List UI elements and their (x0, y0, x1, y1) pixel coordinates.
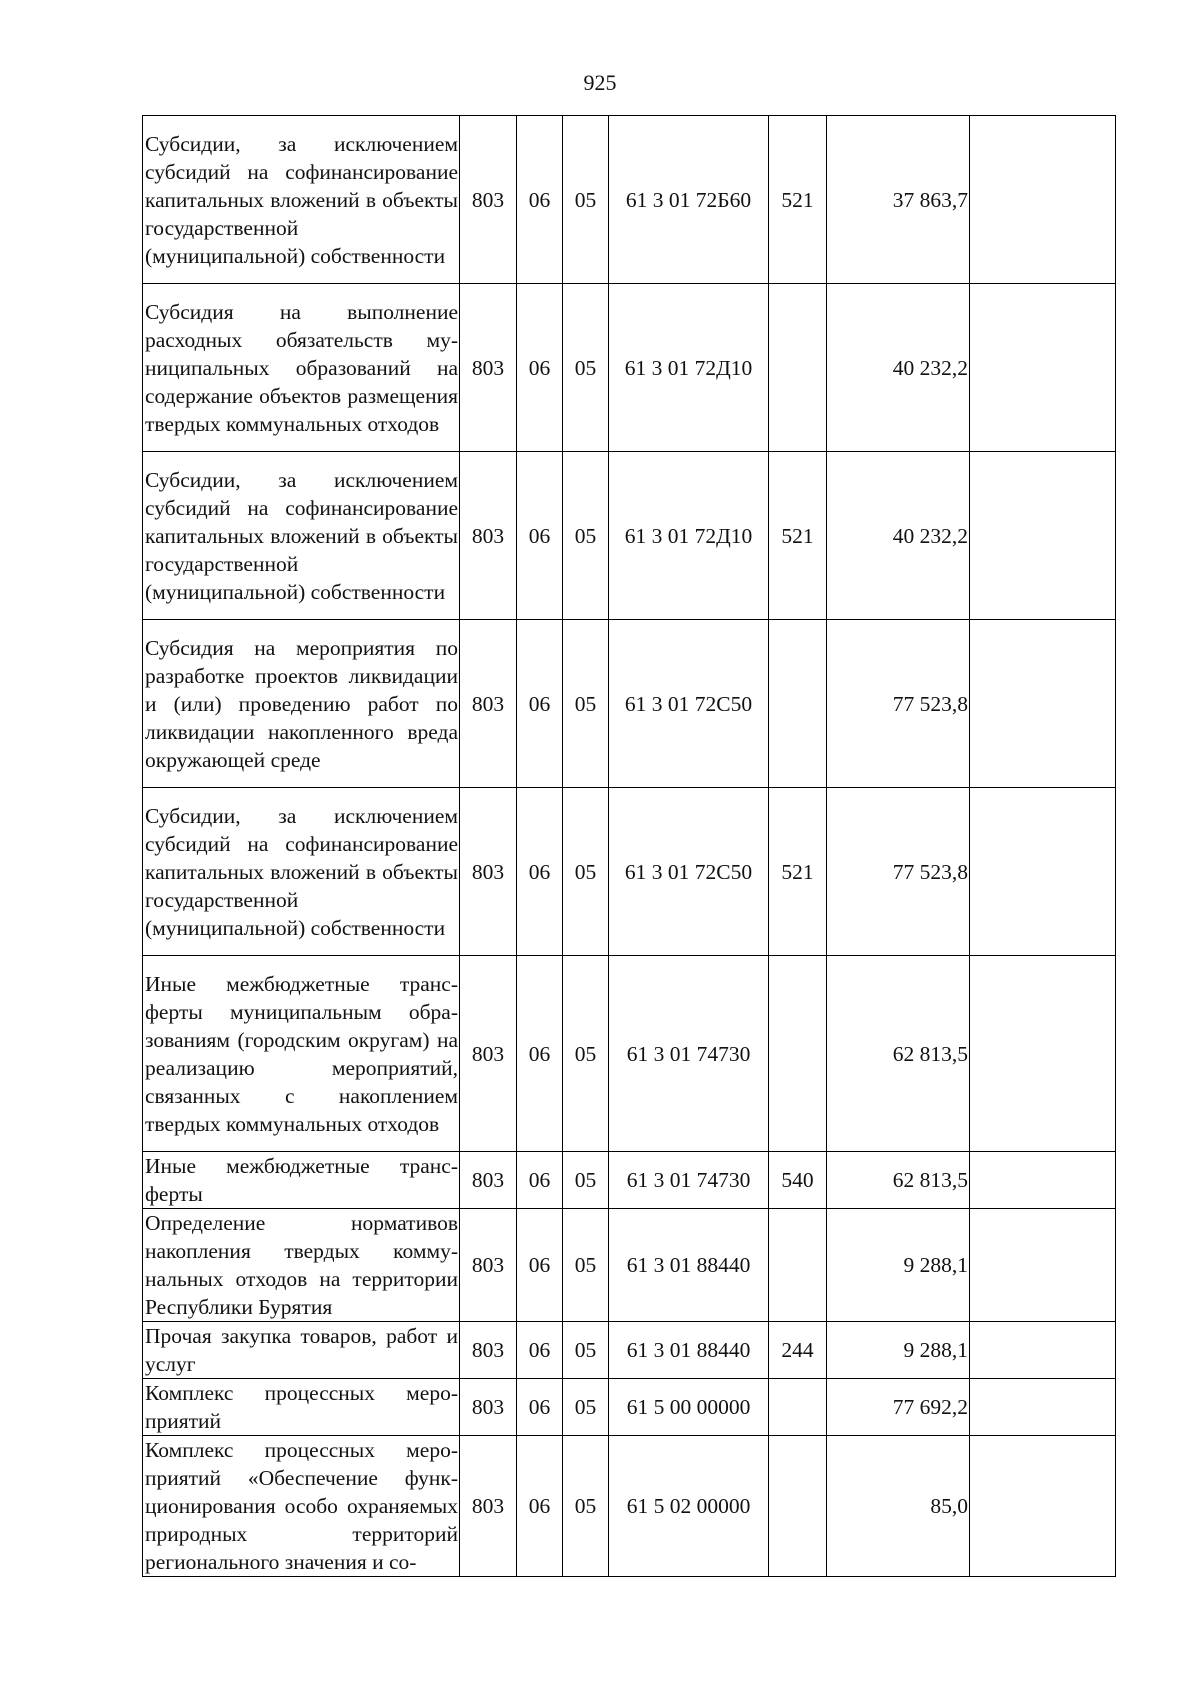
table-row (143, 1436, 1116, 1577)
row-name-cell: Субсидии, за исключением субсидий на софинансирование капитальных вложений в объекты государственной (муниципальной) собственности (143, 116, 460, 284)
row-sum-cell: 77 523,8 (827, 620, 970, 788)
row-name-cell: Субсидия на мероприятия по разработке проектов ликвидации и (или) проведению работ по ликвидации накопленного вреда окружающей среде (143, 620, 460, 788)
table-row (143, 1152, 1116, 1209)
row-csr-cell: 61 3 01 72С50 (609, 620, 769, 788)
row-csr-cell: 61 3 01 72С50 (609, 788, 769, 956)
row-rz-cell: 06 (517, 788, 563, 956)
row-vr-cell: 244 (769, 1322, 827, 1379)
row-name-cell: Иные межбюджетные трансферты (143, 1152, 460, 1209)
row-extra-cell (970, 284, 1116, 452)
row-vr-cell: 521 (769, 116, 827, 284)
row-ved-cell: 803 (460, 116, 517, 284)
row-pr-cell: 05 (563, 452, 609, 620)
row-extra-cell (970, 1209, 1116, 1322)
row-csr-cell: 61 3 01 74730 (609, 1152, 769, 1209)
row-ved-cell: 803 (460, 956, 517, 1152)
table-row (143, 788, 1116, 956)
table-row (143, 1322, 1116, 1379)
row-rz-cell: 06 (517, 1152, 563, 1209)
row-sum-cell: 40 232,2 (827, 284, 970, 452)
row-pr-cell: 05 (563, 1209, 609, 1322)
table-row (143, 1209, 1116, 1322)
budget-table (142, 115, 1116, 1577)
row-csr-cell: 61 3 01 88440 (609, 1322, 769, 1379)
row-ved-cell: 803 (460, 1209, 517, 1322)
row-extra-cell (970, 620, 1116, 788)
row-csr-cell: 61 3 01 88440 (609, 1209, 769, 1322)
row-rz-cell: 06 (517, 620, 563, 788)
row-rz-cell: 06 (517, 1436, 563, 1577)
row-ved-cell: 803 (460, 1379, 517, 1436)
row-name-cell: Субсидии, за исключением субсидий на софинансирование капитальных вложений в объекты государственной (муниципальной) собственности (143, 788, 460, 956)
row-ved-cell: 803 (460, 1152, 517, 1209)
row-pr-cell: 05 (563, 1436, 609, 1577)
table-row (143, 956, 1116, 1152)
row-ved-cell: 803 (460, 788, 517, 956)
row-vr-cell (769, 1436, 827, 1577)
table-row (143, 620, 1116, 788)
row-sum-cell: 9 288,1 (827, 1209, 970, 1322)
row-pr-cell: 05 (563, 620, 609, 788)
row-name-cell: Комплекс процессных мероприятий «Обеспечение функционирования особо охраняемых природных территорий регионального значения и со- (143, 1436, 460, 1577)
row-vr-cell: 521 (769, 788, 827, 956)
row-pr-cell: 05 (563, 1379, 609, 1436)
page-number: 925 (583, 70, 617, 95)
row-name-cell: Прочая закупка товаров, работ и услуг (143, 1322, 460, 1379)
row-csr-cell: 61 3 01 72Д10 (609, 284, 769, 452)
row-extra-cell (970, 452, 1116, 620)
table-row (143, 452, 1116, 620)
row-vr-cell (769, 956, 827, 1152)
row-csr-cell: 61 5 00 00000 (609, 1379, 769, 1436)
row-sum-cell: 40 232,2 (827, 452, 970, 620)
row-vr-cell (769, 620, 827, 788)
row-extra-cell (970, 956, 1116, 1152)
row-pr-cell: 05 (563, 956, 609, 1152)
row-sum-cell: 9 288,1 (827, 1322, 970, 1379)
row-ved-cell: 803 (460, 284, 517, 452)
row-rz-cell: 06 (517, 1322, 563, 1379)
row-ved-cell: 803 (460, 1436, 517, 1577)
row-ved-cell: 803 (460, 620, 517, 788)
row-rz-cell: 06 (517, 116, 563, 284)
row-pr-cell: 05 (563, 788, 609, 956)
row-sum-cell: 77 692,2 (827, 1379, 970, 1436)
row-csr-cell: 61 3 01 74730 (609, 956, 769, 1152)
row-name-cell: Субсидии, за исключением субсидий на софинансирование капитальных вложений в объекты государственной (муниципальной) собственности (143, 452, 460, 620)
row-rz-cell: 06 (517, 1379, 563, 1436)
table-row (143, 1379, 1116, 1436)
table-row (143, 284, 1116, 452)
row-pr-cell: 05 (563, 1322, 609, 1379)
row-vr-cell (769, 284, 827, 452)
row-name-cell: Определение нормативов накопления твердых коммунальных отходов на территории Республики Бурятия (143, 1209, 460, 1322)
row-ved-cell: 803 (460, 452, 517, 620)
row-sum-cell: 77 523,8 (827, 788, 970, 956)
row-extra-cell (970, 1436, 1116, 1577)
row-vr-cell: 540 (769, 1152, 827, 1209)
row-vr-cell: 521 (769, 452, 827, 620)
row-sum-cell: 37 863,7 (827, 116, 970, 284)
table-row (143, 116, 1116, 284)
row-csr-cell: 61 5 02 00000 (609, 1436, 769, 1577)
row-ved-cell: 803 (460, 1322, 517, 1379)
row-sum-cell: 62 813,5 (827, 1152, 970, 1209)
row-sum-cell: 85,0 (827, 1436, 970, 1577)
row-rz-cell: 06 (517, 284, 563, 452)
row-name-cell: Иные межбюджетные трансферты муниципальным образованиям (городским округам) на реализацию мероприятий, связанных с накоплением твердых коммунальных отходов (143, 956, 460, 1152)
row-name-cell: Комплекс процессных мероприятий (143, 1379, 460, 1436)
row-extra-cell (970, 1152, 1116, 1209)
budget-table-body (143, 116, 1116, 1577)
row-pr-cell: 05 (563, 1152, 609, 1209)
row-vr-cell (769, 1209, 827, 1322)
row-sum-cell: 62 813,5 (827, 956, 970, 1152)
row-name-cell: Субсидия на выполнение расходных обязательств муниципальных образований на содержание объектов размещения твердых коммунальных отходов (143, 284, 460, 452)
row-csr-cell: 61 3 01 72Б60 (609, 116, 769, 284)
row-extra-cell (970, 1322, 1116, 1379)
row-csr-cell: 61 3 01 72Д10 (609, 452, 769, 620)
row-rz-cell: 06 (517, 1209, 563, 1322)
row-extra-cell (970, 788, 1116, 956)
row-rz-cell: 06 (517, 452, 563, 620)
row-extra-cell (970, 116, 1116, 284)
row-vr-cell (769, 1379, 827, 1436)
row-extra-cell (970, 1379, 1116, 1436)
row-rz-cell: 06 (517, 956, 563, 1152)
row-pr-cell: 05 (563, 284, 609, 452)
row-pr-cell: 05 (563, 116, 609, 284)
